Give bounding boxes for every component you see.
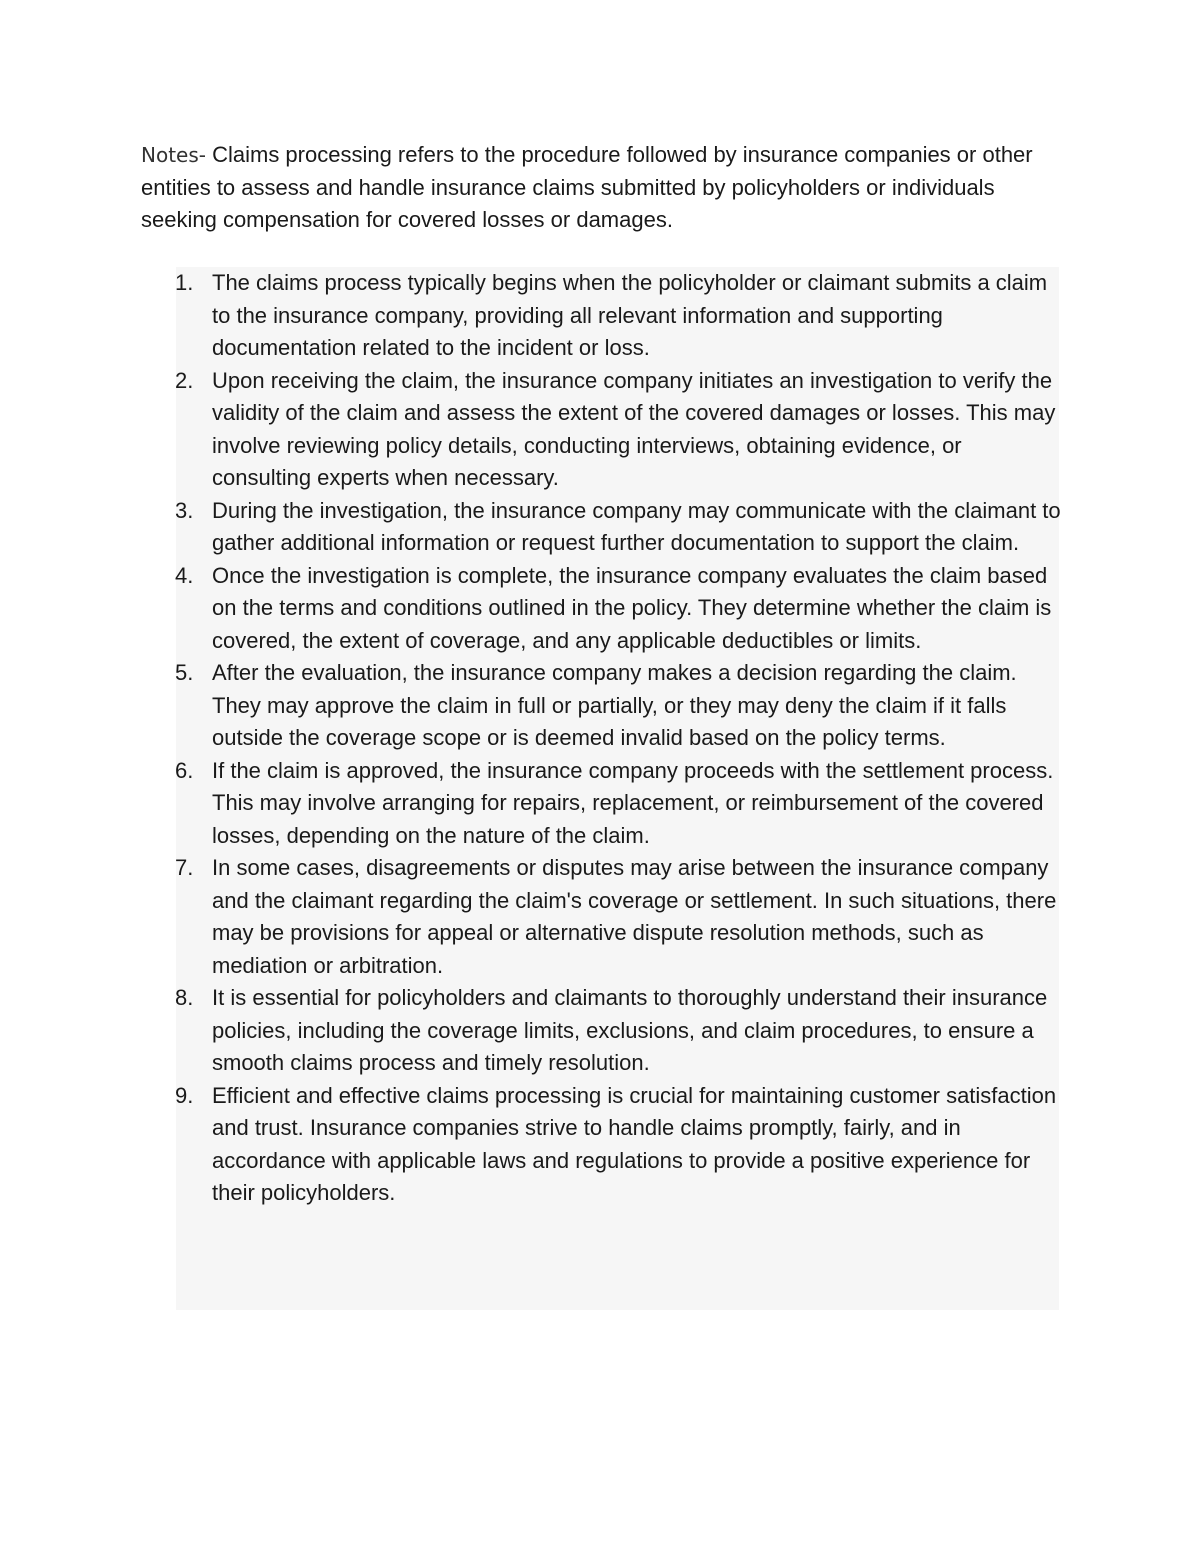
list-number: 5. [175, 660, 194, 685]
list-item [176, 657, 1062, 755]
list-item-text: If the claim is approved, the insurance company proceeds with the settlement process. This may involve arranging for repairs, replacement, or reimbursement of the covered losses, depending on the nature of the claim. [212, 757, 1054, 848]
list-number: 8. [175, 985, 194, 1010]
list-number: 1. [175, 270, 194, 295]
list-number: 6. [175, 757, 194, 783]
list-item-text: The claims process typically begins when the policyholder or claimant submits a claim to the insurance company, providing all relevant information and supporting documentation related to the incident or loss. [212, 270, 1048, 360]
list-item-text: Once the investigation is complete, the insurance company evaluates the claim based on the terms and conditions outlined in the policy. They determine whether the claim is covered, the extent of coverage, and any applicable deductibles or limits. [212, 562, 1052, 653]
list-item [176, 852, 1062, 982]
list-item [176, 365, 1062, 495]
list-item [176, 982, 1062, 1080]
list-number: 9. [175, 1082, 194, 1108]
numbered-list-block [176, 267, 1059, 1310]
intro-text: Claims processing refers to the procedure followed by insurance companies or other entities to assess and handle insurance claims submitted by policyholders or individuals seeking compensation for covered losses or damages. [141, 142, 1033, 232]
list-item [176, 267, 1062, 365]
list-item-text: It is essential for policyholders and claimants to thoroughly understand their insurance policies, including the coverage limits, exclusions, and claim procedures, to ensure a smooth claims process and timely resolution. [212, 985, 1048, 1075]
list-number: 3. [175, 497, 194, 523]
list-item-text: In some cases, disagreements or disputes may arise between the insurance company and the claimant regarding the claim's coverage or settlement. In such situations, there may be provisions for appeal or alternative dispute resolution methods, such as mediation or arbitration. [212, 855, 1057, 978]
list-item-text: After the evaluation, the insurance company makes a decision regarding the claim. They may approve the claim in full or partially, or they may deny the claim if it falls outside the coverage scope or is deemed invalid based on the policy terms. [212, 660, 1017, 750]
list-item [176, 495, 1062, 560]
list-item [176, 560, 1062, 658]
list-number: 4. [175, 562, 194, 588]
intro-paragraph [141, 139, 1071, 237]
list-item-text: During the investigation, the insurance company may communicate with the claimant to gather additional information or request further documentation to support the claim. [212, 497, 1061, 555]
claims-steps-list [176, 267, 1059, 1210]
list-item [176, 1080, 1062, 1210]
list-number: 7. [175, 855, 194, 880]
notes-label: Notes- [141, 143, 206, 167]
list-item [176, 755, 1062, 853]
list-item-text: Upon receiving the claim, the insurance company initiates an investigation to verify the validity of the claim and assess the extent of the covered damages or losses. This may involve reviewing policy details, conducting interviews, obtaining evidence, or consulting experts when necessary. [212, 367, 1056, 490]
list-item-text: Efficient and effective claims processing is crucial for maintaining customer satisfaction and trust. Insurance companies strive to handle claims promptly, fairly, and in accordance with applicable laws and regulations to provide a positive experience for their policyholders. [212, 1082, 1057, 1205]
list-number: 2. [175, 367, 194, 393]
